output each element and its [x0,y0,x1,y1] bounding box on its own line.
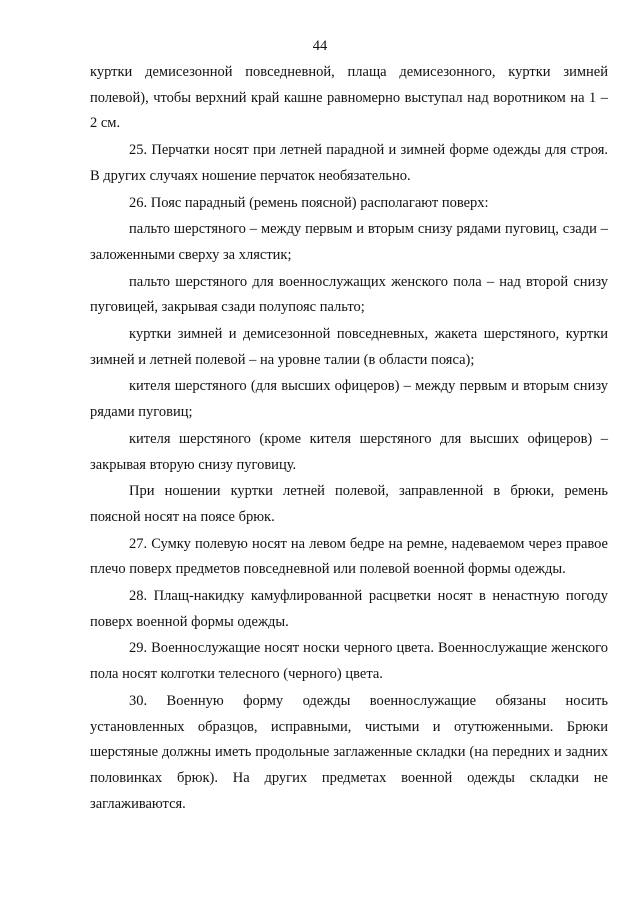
paragraph-26-item-5: кителя шерстяного (кроме кителя шерстяного для высших офицеров) – закрывая вторую снизу пуговицу. [90,430,608,473]
paragraph-26-item-2: пальто шерстяного для военнослужащих женского пола – над второй снизу пуговицей, закрывая сзади полупояс пальто; [90,273,608,316]
paragraph-25: 25. Перчатки носят при летней парадной и зимней форме одежды для строя. В других случаях ношение перчаток необязательно. [90,142,608,184]
paragraph-26-item-3: куртки зимней и демисезонной повседневных, жакета шерстяного, куртки зимней и летней полевой – на уровне талии (в области пояса); [90,326,608,368]
paragraph-26-note: При ношении куртки летней полевой, заправленной в брюки, ремень поясной носят на поясе брюк. [90,483,608,525]
paragraph-27: 27. Сумку полевую носят на левом бедре на ремне, надеваемом через правое плечо поверх предметов повседневной или полевой военной формы одежды. [90,535,608,578]
paragraph-28: 28. Плащ-накидку камуфлированной расцветки носят в ненастную погоду поверх военной формы одежды. [90,588,608,630]
page-number: 44 [312,38,328,54]
paragraph-26: 26. Пояс парадный (ремень поясной) располагают поверх: [129,194,489,211]
paragraph-continuation: куртки демисезонной повседневной, плаща демисезонного, куртки зимней полевой), чтобы верхний край кашне равномерно выступал над воротником на 1 – 2 см. [90,64,608,132]
paragraph-26-item-4: кителя шерстяного (для высших офицеров) – между первым и вторым снизу рядами пуговиц; [90,378,608,421]
paragraph-26-item-1: пальто шерстяного – между первым и вторым снизу рядами пуговиц, сзади – заложенными сверху за хлястик; [90,221,608,263]
paragraph-29: 29. Военнослужащие носят носки черного цвета. Военнослужащие женского пола носят колготки телесного (черного) цвета. [90,640,608,683]
paragraph-30: 30. Военную форму одежды военнослужащие обязаны носить установленных образцов, исправными, чистыми и отутюженными. Брюки шерстяные должны иметь продольные заглаженные складки (на передних и задних половинках брюк). На других предметах военной одежды складки не заглаживаются. [90,692,608,812]
document-body [90,60,608,817]
